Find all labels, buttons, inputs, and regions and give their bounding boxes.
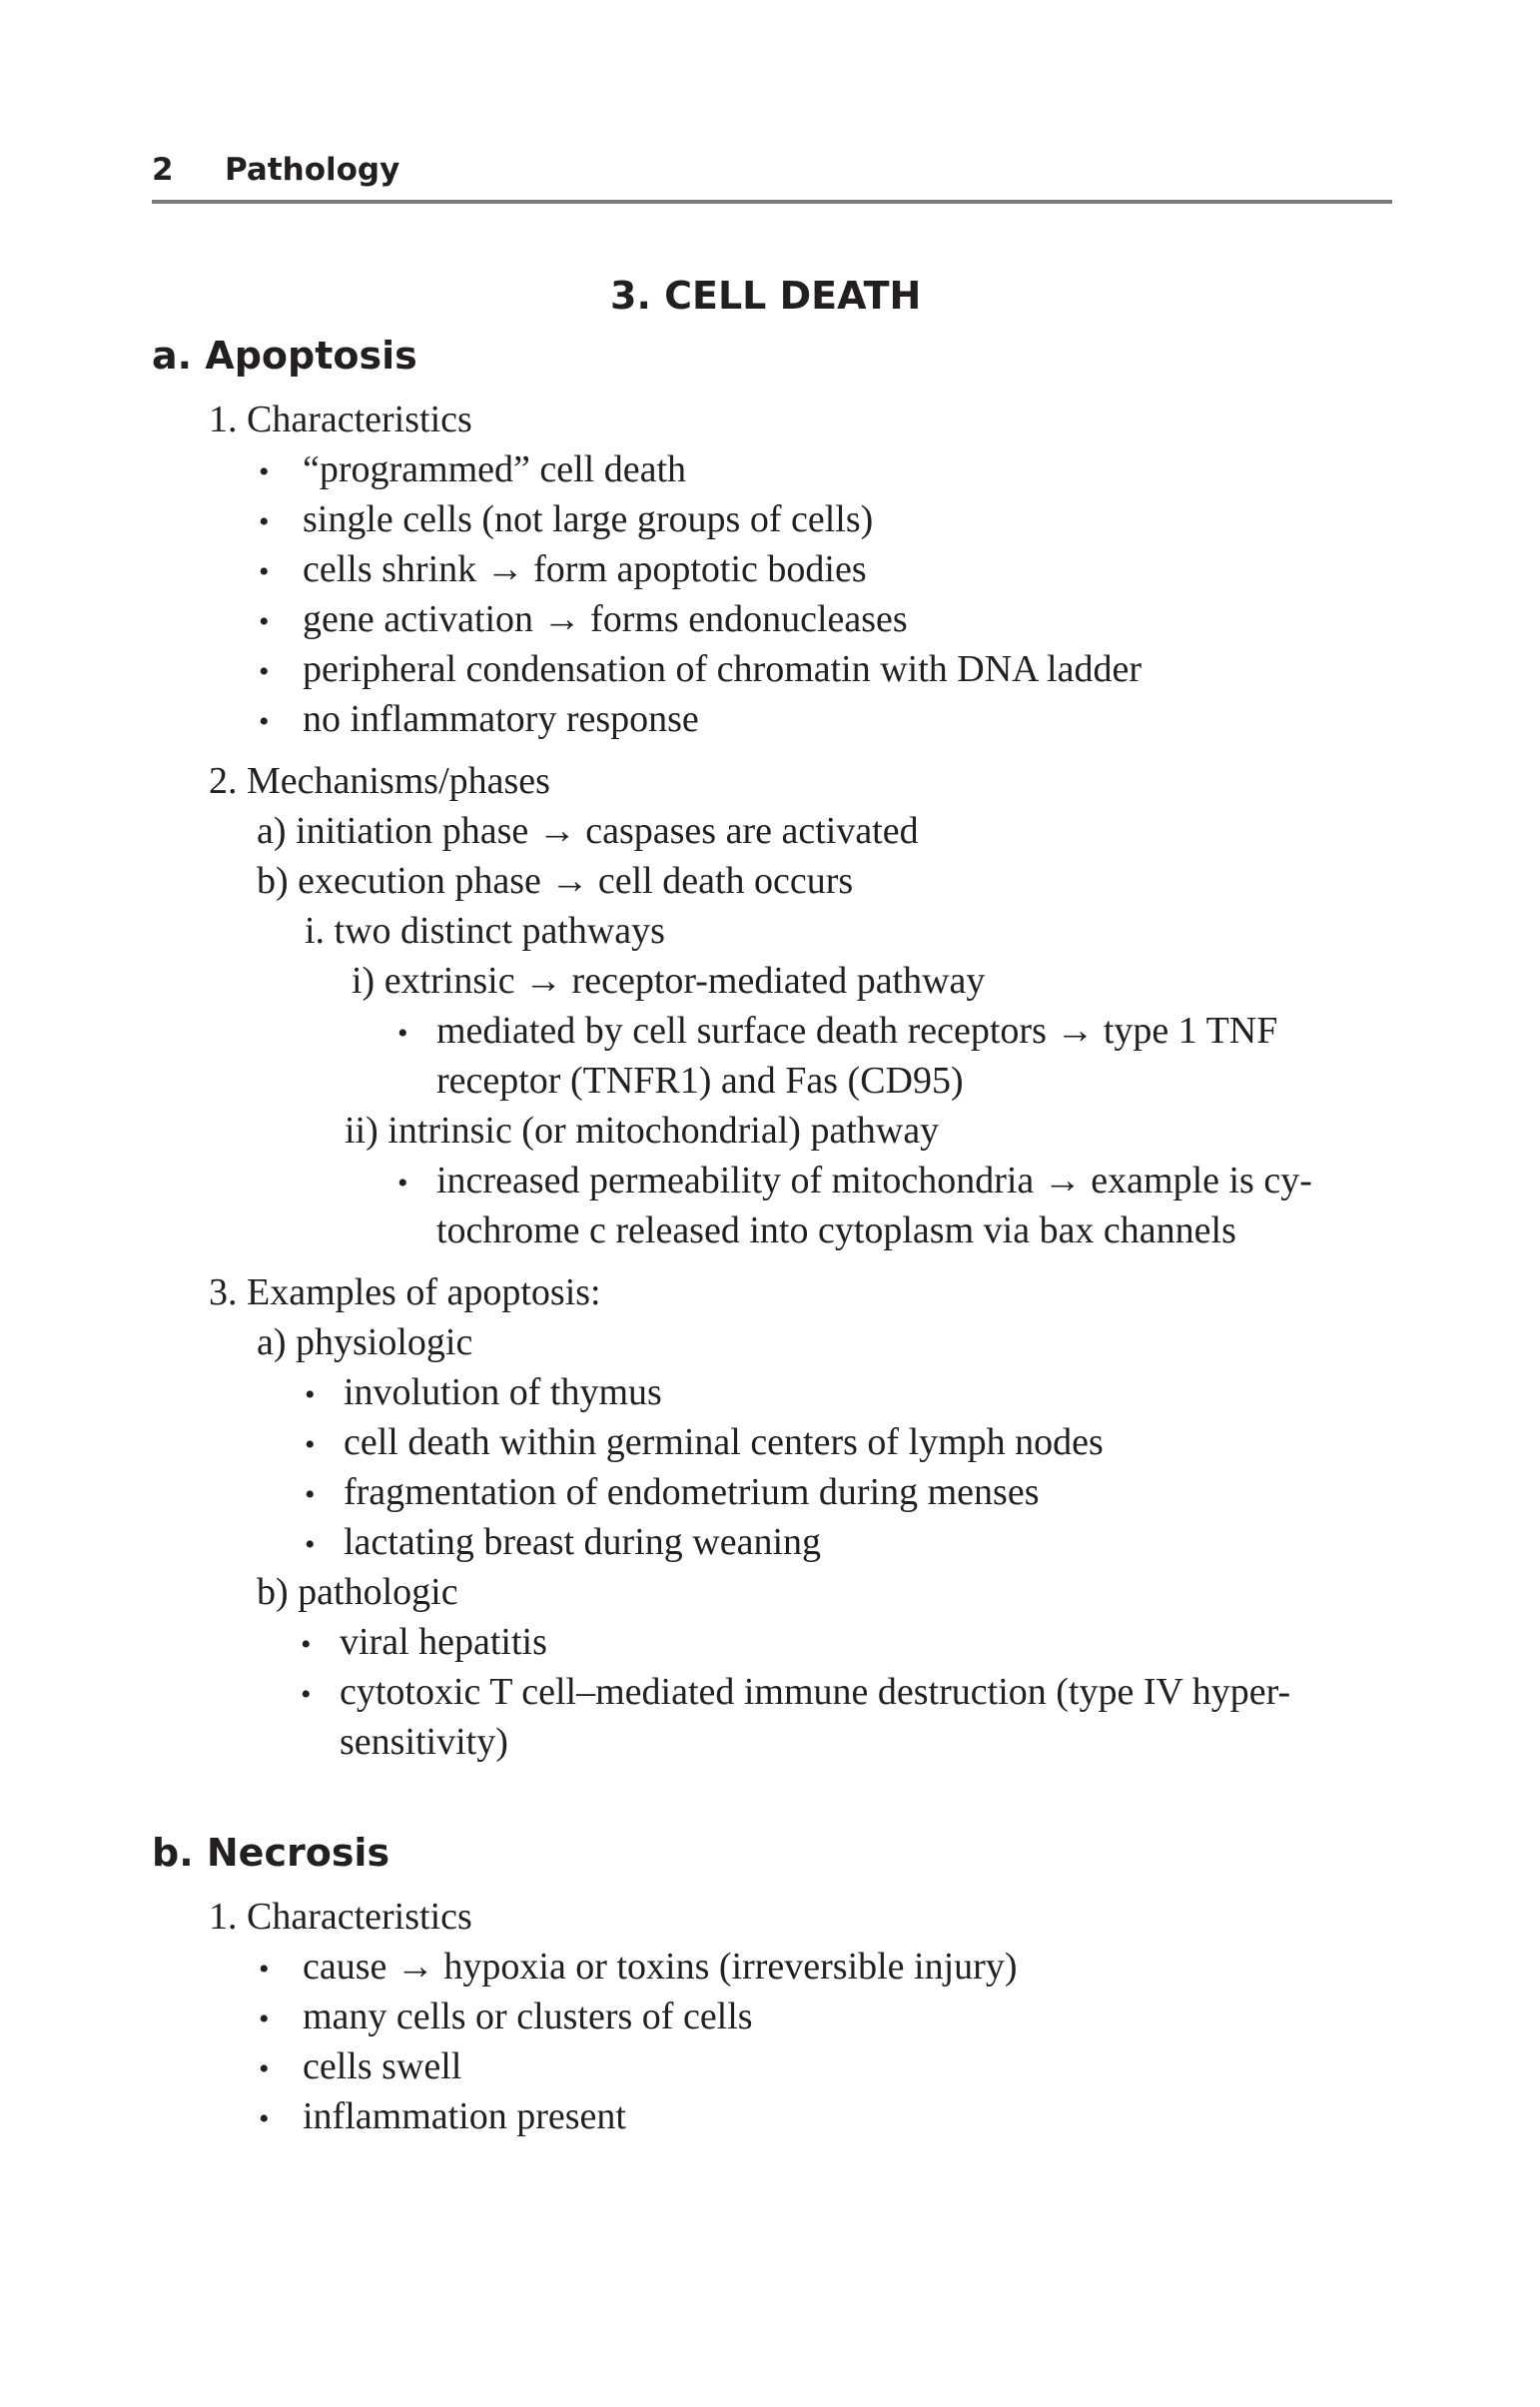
list-item: increased permeability of mitochondria → example is cy- bbox=[436, 1160, 1312, 1202]
list-item: cells swell bbox=[303, 2045, 462, 2087]
list-item: single cells (not large groups of cells) bbox=[303, 498, 874, 540]
list-item: peripheral condensation of chromatin with DNA ladder bbox=[303, 648, 1142, 690]
list-item: fragmentation of endometrium during menses bbox=[344, 1471, 1040, 1513]
bullet-icon: • bbox=[397, 1167, 408, 1200]
bullet-icon: • bbox=[305, 1528, 316, 1561]
page-number: 2 bbox=[152, 152, 174, 188]
bullet-icon: • bbox=[259, 605, 270, 638]
list-item: involution of thymus bbox=[344, 1371, 662, 1413]
list-item: cause → hypoxia or toxins (irreversible injury) bbox=[303, 1946, 1018, 1988]
list-item: ii) intrinsic (or mitochondrial) pathway bbox=[345, 1110, 940, 1152]
list-item: receptor (TNFR1) and Fas (CD95) bbox=[436, 1060, 964, 1102]
bullet-icon: • bbox=[301, 1678, 312, 1711]
list-item: cells shrink → form apoptotic bodies bbox=[303, 548, 867, 590]
bullet-icon: • bbox=[259, 505, 270, 538]
bullet-icon: • bbox=[259, 1953, 270, 1986]
list-item: i. two distinct pathways bbox=[305, 910, 665, 952]
bullet-icon: • bbox=[259, 655, 270, 688]
bullet-icon: • bbox=[301, 1628, 312, 1661]
header-rule bbox=[152, 200, 1392, 204]
list-item: b) execution phase → cell death occurs bbox=[257, 860, 854, 902]
list-item: sensitivity) bbox=[340, 1721, 508, 1763]
bullet-icon: • bbox=[305, 1478, 316, 1511]
list-item: a) physiologic bbox=[257, 1321, 473, 1363]
list-item: “programmed” cell death bbox=[303, 448, 687, 490]
bullet-icon: • bbox=[259, 2003, 270, 2035]
list-label: 2. Mechanisms/phases bbox=[209, 760, 550, 802]
chapter-title: 3. CELL DEATH bbox=[610, 274, 922, 318]
bullet-icon: • bbox=[259, 555, 270, 588]
list-label: 1. Characteristics bbox=[209, 399, 472, 440]
list-item: cytotoxic T cell–mediated immune destruction (type IV hyper- bbox=[340, 1671, 1291, 1713]
bullet-icon: • bbox=[259, 2102, 270, 2135]
bullet-icon: • bbox=[305, 1428, 316, 1461]
list-item: gene activation → forms endonucleases bbox=[303, 598, 908, 640]
list-item: viral hepatitis bbox=[340, 1621, 547, 1663]
bullet-icon: • bbox=[305, 1378, 316, 1411]
list-item: no inflammatory response bbox=[303, 698, 699, 740]
list-item: tochrome c released into cytoplasm via bax channels bbox=[436, 1209, 1236, 1251]
bullet-icon: • bbox=[259, 705, 270, 738]
list-item: a) initiation phase → caspases are activated bbox=[257, 810, 919, 852]
bullet-icon: • bbox=[259, 2052, 270, 2085]
list-item: many cells or clusters of cells bbox=[303, 1996, 753, 2037]
list-item: b) pathologic bbox=[257, 1571, 458, 1613]
list-label: 3. Examples of apoptosis: bbox=[209, 1271, 601, 1313]
section-heading-necrosis: b. Necrosis bbox=[152, 1831, 390, 1875]
list-item: cell death within germinal centers of lymph nodes bbox=[344, 1421, 1104, 1463]
list-item: inflammation present bbox=[303, 2095, 626, 2137]
bullet-icon: • bbox=[259, 455, 270, 488]
list-item: i) extrinsic → receptor-mediated pathway bbox=[352, 960, 986, 1002]
list-item: mediated by cell surface death receptors → type 1 TNF bbox=[436, 1010, 1278, 1052]
section-heading-apoptosis: a. Apoptosis bbox=[152, 334, 417, 378]
running-title: Pathology bbox=[225, 152, 400, 188]
list-label: 1. Characteristics bbox=[209, 1896, 472, 1938]
list-item: lactating breast during weaning bbox=[344, 1521, 822, 1563]
bullet-icon: • bbox=[397, 1017, 408, 1050]
